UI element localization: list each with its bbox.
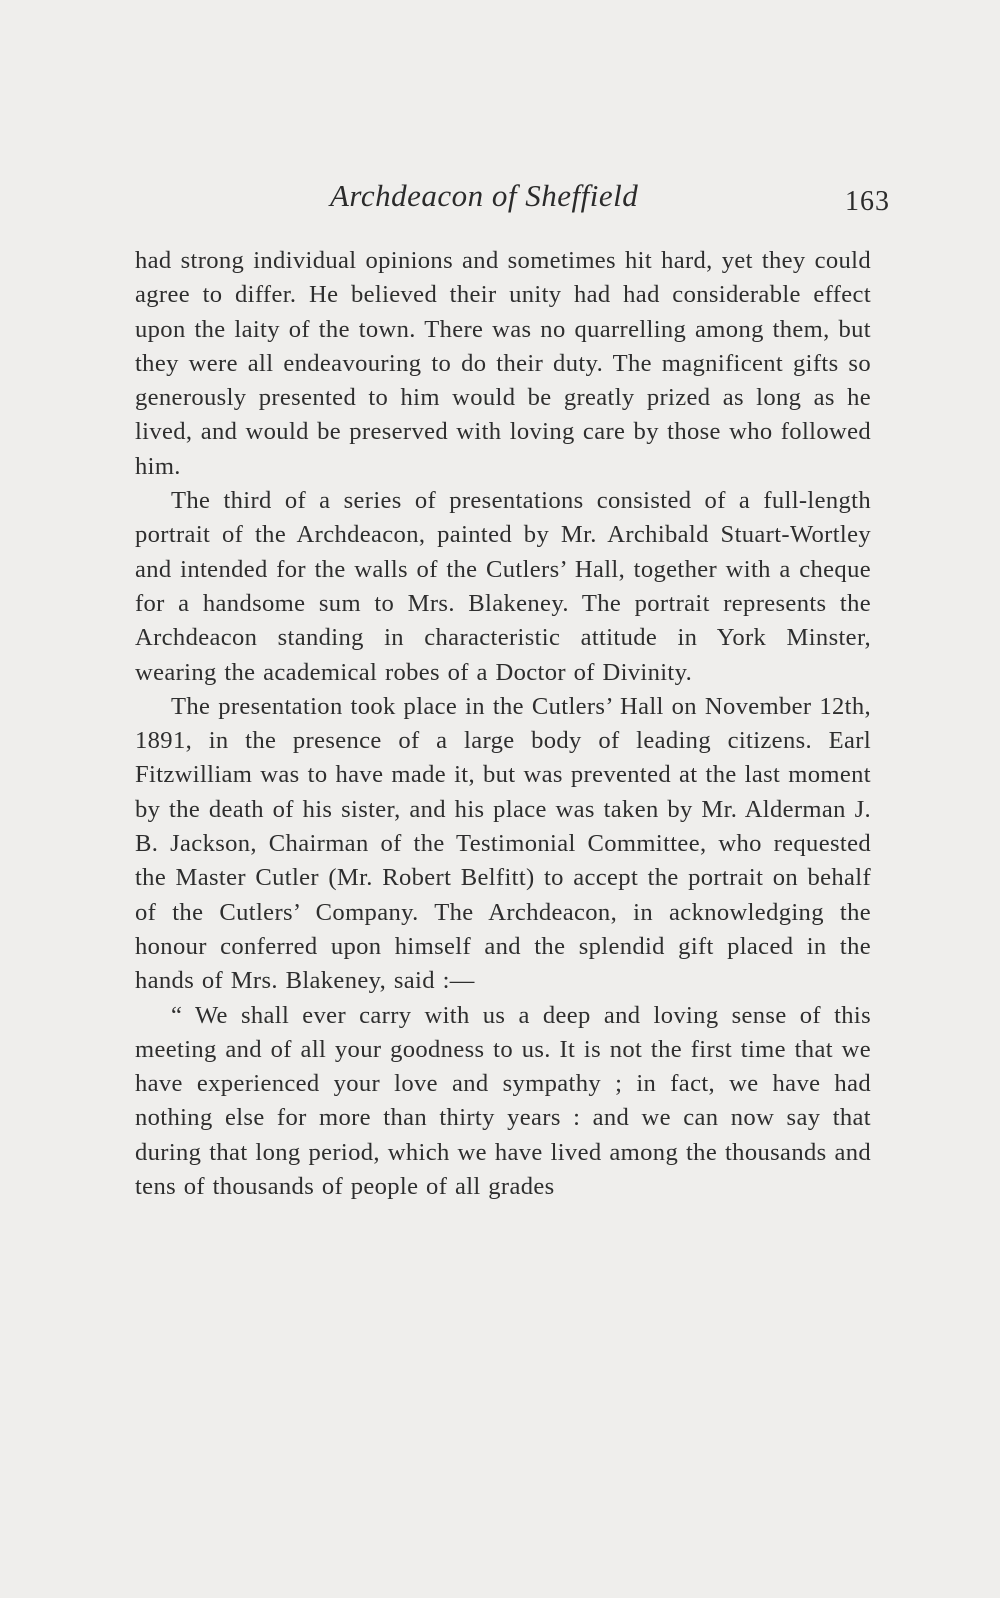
page-number: 163 — [845, 186, 890, 217]
paragraph: The presentation took place in the Cutlers’ Hall on November 12th, 1891, in the presence of a large body of leading citizens. Earl Fitzwilliam was to have made it, but was prevented at the last moment by the death of his sister, and his place was taken by Mr. Alderman J. B. Jackson, Chairman of the Testimonial Committee, who requested the Master Cutler (Mr. Robert Belfitt) to accept the portrait on behalf of the Cutlers’ Company. The Archdeacon, in acknowledging the honour conferred upon himself and the splendid gift placed in the hands of Mrs. Blakeney, said :— — [135, 692, 871, 995]
paragraph: had strong individual opinions and sometimes hit hard, yet they could agree to differ. He believed their unity had had considerable effect upon the laity of the town. There was no quarrelling among them, but they were all endeavouring to do their duty. The magnificent gifts so generously presented to him would be greatly prized as long as he lived, and would be preserved with loving care by those who followed him. — [135, 247, 871, 480]
body-text — [135, 244, 871, 1204]
paragraph: The third of a series of presentations consisted of a full-length portrait of the Archdeacon, painted by Mr. Archibald Stuart-Wortley and intended for the walls of the Cutlers’ Hall, together with a cheque for a handsome sum to Mrs. Blakeney. The portrait represents the Archdeacon standing in characteristic attitude in York Minster, wearing the academical robes of a Doctor of Divinity. — [135, 487, 871, 686]
running-title: Archdeacon of Sheffield — [330, 178, 639, 213]
paragraph: “ We shall ever carry with us a deep and loving sense of this meeting and of all your goodness to us. It is not the first time that we have experienced your love and sympathy ; in fact, we have had nothing else for more than thirty years : and we can now say that during that long period, which we have lived among the thousands and tens of thousands of people of all grades — [135, 1001, 871, 1201]
page-header — [330, 178, 890, 228]
